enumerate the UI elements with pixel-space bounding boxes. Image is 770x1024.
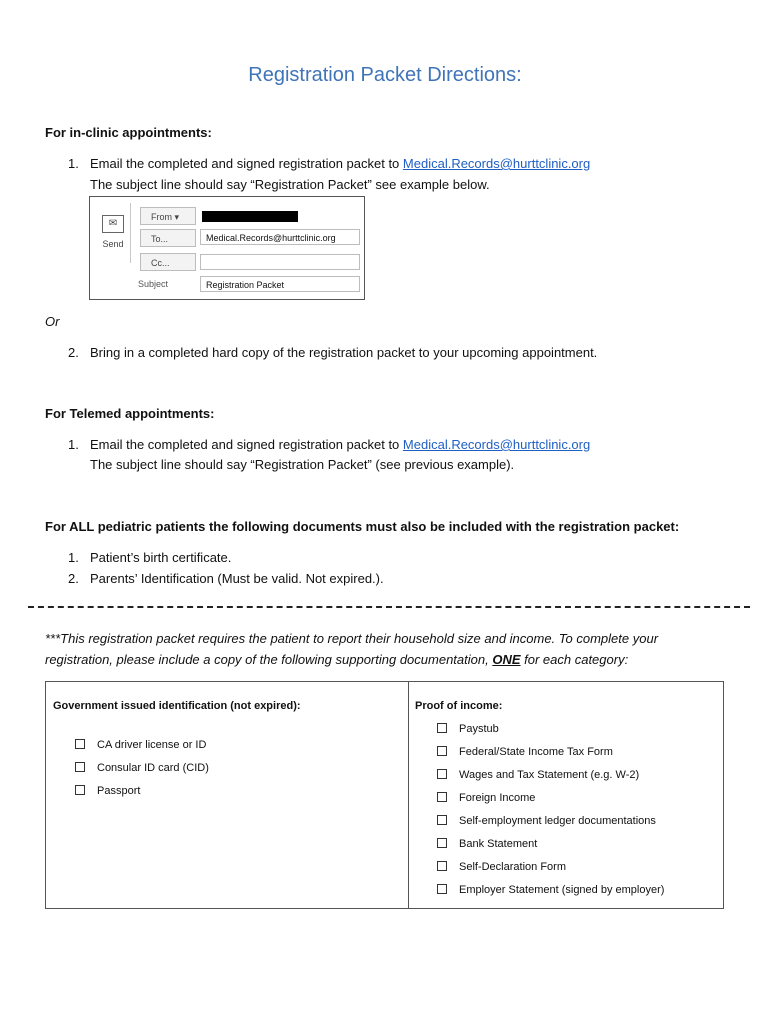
inclinic-email-link[interactable]: Medical.Records@hurttclinic.org (402, 156, 591, 171)
checkbox[interactable] (437, 769, 447, 779)
gov-id-option (75, 785, 140, 797)
checkbox[interactable] (437, 746, 447, 756)
cc-button: Cc... (140, 253, 196, 271)
pediatric-heading: For ALL pediatric patients the following documents must also be included with the registration packet: (45, 519, 680, 534)
income-option (437, 815, 656, 827)
telemed-email-link[interactable]: Medical.Records@hurttclinic.org (402, 437, 591, 452)
checkbox[interactable] (437, 861, 447, 871)
notice-line-1: ***This registration packet requires the patient to report their household size and income. To complete your (45, 631, 659, 646)
inclinic-heading: For in-clinic appointments: (45, 125, 212, 140)
checkbox[interactable] (437, 838, 447, 848)
gov-id-option (75, 762, 209, 774)
gov-id-option (75, 739, 206, 751)
income-option (437, 884, 664, 896)
page-title: Registration Packet Directions: (248, 64, 522, 86)
notice-line-2 (45, 652, 628, 667)
income-option-label: Paystub (459, 723, 499, 735)
pediatric-item-1-text: Patient’s birth certificate. (90, 550, 232, 565)
checkbox[interactable] (75, 739, 85, 749)
checkbox[interactable] (437, 792, 447, 802)
subject-label: Subject (138, 279, 169, 289)
gov-id-option-label: Consular ID card (CID) (97, 762, 209, 774)
pediatric-item-2: 2. Parents’ Identification (Must be valid. Not expired.). (68, 571, 384, 586)
inclinic-step-1-text: Email the completed and signed registration packet to (90, 156, 403, 171)
telemed-step-1-sub: The subject line should say “Registration Packet” (see previous example). (90, 457, 515, 472)
telemed-step-1-text: Email the completed and signed registration packet to (90, 437, 403, 452)
income-option-label: Foreign Income (459, 792, 536, 804)
send-button (96, 215, 130, 249)
send-icon: ✉ (102, 215, 124, 233)
income-heading: Proof of income: (415, 700, 503, 712)
income-option-label: Employer Statement (signed by employer) (459, 884, 665, 896)
inclinic-step-2: 2. Bring in a completed hard copy of the registration packet to your upcoming appointment. (68, 345, 598, 360)
gov-id-option-label: CA driver license or ID (97, 739, 207, 751)
to-field: Medical.Records@hurttclinic.org (200, 229, 360, 245)
documentation-table (45, 681, 724, 909)
income-option (437, 838, 537, 850)
checkbox[interactable] (75, 785, 85, 795)
telemed-step-1: 1. Email the completed and signed registration packet to Medical.Records@hurttclinic.org (68, 437, 591, 452)
checkbox[interactable] (437, 884, 447, 894)
send-label: Send (102, 239, 124, 249)
gov-id-option-label: Passport (97, 785, 141, 797)
income-option-label: Bank Statement (459, 838, 538, 850)
email-example-mockup (89, 196, 365, 300)
inclinic-step-1: 1. Email the completed and signed registration packet to Medical.Records@hurttclinic.org (68, 156, 591, 171)
gov-id-heading: Government issued identification (not expired): (53, 700, 301, 712)
income-option (437, 723, 499, 735)
inclinic-step-1-sub: The subject line should say “Registration Packet” see example below. (90, 177, 490, 192)
table-divider (408, 682, 409, 908)
to-button: To... (140, 229, 196, 247)
pediatric-item-2-text: Parents’ Identification (Must be valid. Not expired.). (90, 571, 384, 586)
checkbox[interactable] (437, 723, 447, 733)
redacted-from-field (202, 211, 298, 222)
income-option (437, 769, 639, 781)
checkbox[interactable] (75, 762, 85, 772)
telemed-heading: For Telemed appointments: (45, 406, 215, 421)
pediatric-item-1: 1. Patient’s birth certificate. (68, 550, 232, 565)
inclinic-step-2-text: Bring in a completed hard copy of the registration packet to your upcoming appointment. (90, 345, 598, 360)
notice-line-2-before: registration, please include a copy of the following supporting documentation, (45, 652, 493, 667)
income-option (437, 792, 535, 804)
income-option-label: Federal/State Income Tax Form (459, 746, 613, 758)
income-option (437, 746, 613, 758)
income-option-label: Self-Declaration Form (459, 861, 566, 873)
or-text: Or (45, 314, 60, 329)
cut-line-divider (28, 606, 750, 608)
cc-field (200, 254, 360, 270)
subject-field: Registration Packet (200, 276, 360, 292)
mockup-divider (130, 203, 131, 263)
income-option-label: Self-employment ledger documentations (459, 815, 656, 827)
income-option-label: Wages and Tax Statement (e.g. W-2) (459, 769, 640, 781)
from-button: From ▾ (140, 207, 196, 225)
checkbox[interactable] (437, 815, 447, 825)
notice-line-2-after: for each category: (520, 652, 629, 667)
notice-emphasis: ONE (492, 652, 521, 667)
income-option (437, 861, 566, 873)
